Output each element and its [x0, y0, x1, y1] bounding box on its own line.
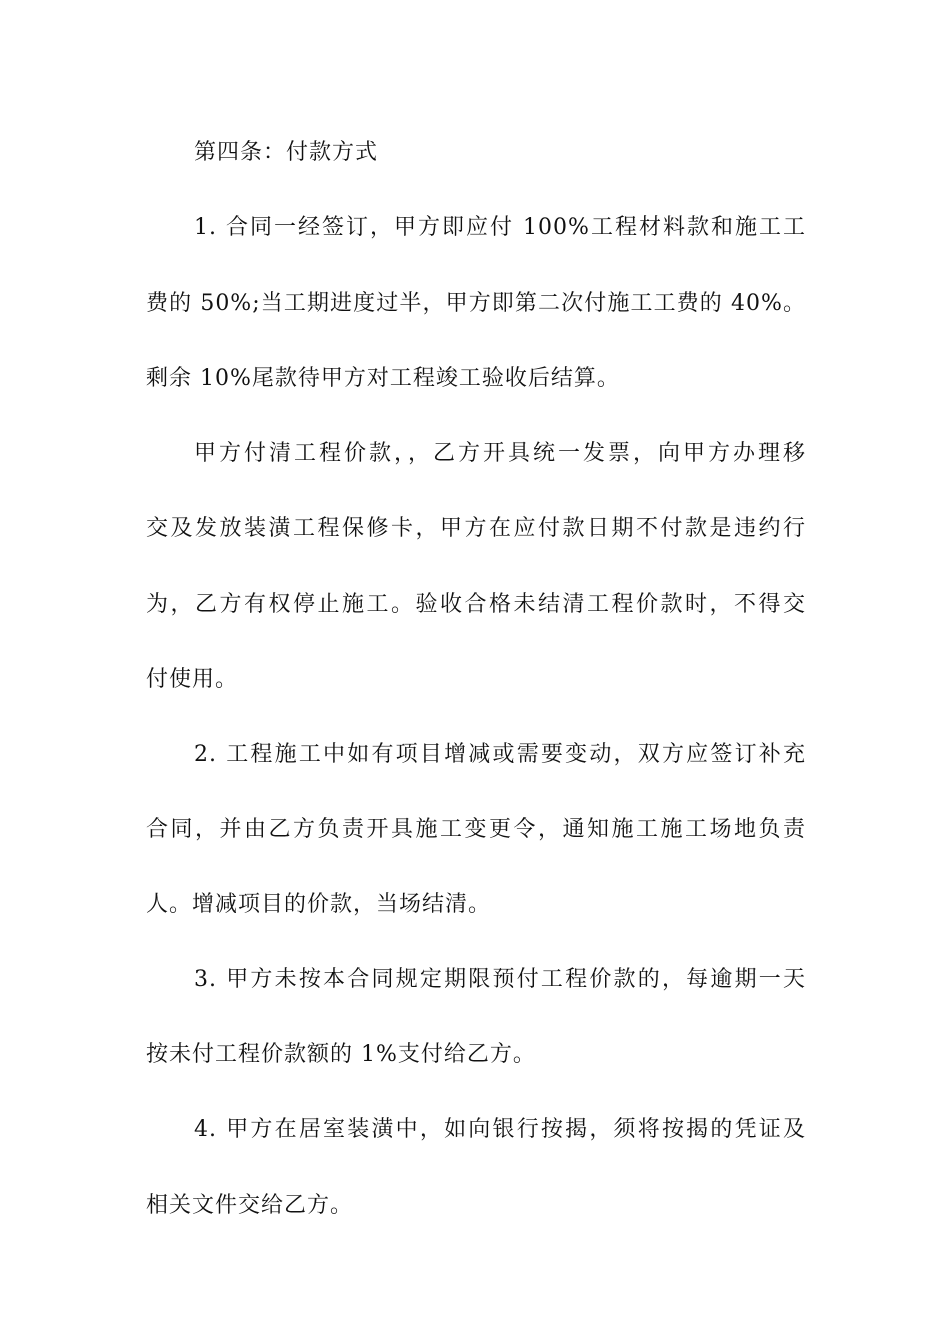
- paragraph-line: 按未付工程价款额的 1%支付给乙方。: [146, 1042, 536, 1067]
- paragraph-line: 1. 合同一经签订，甲方即应付 100%工程材料款和施工工: [194, 215, 806, 240]
- paragraph-line: 2. 工程施工中如有项目增减或需要变动，双方应签订补充: [194, 742, 806, 767]
- paragraph-line: 人。增减项目的价款，当场结清。: [146, 892, 492, 917]
- paragraph-line: 甲方付清工程价款，，乙方开具统一发票，向甲方办理移: [194, 441, 806, 466]
- paragraph-line: 交及发放装潢工程保修卡，甲方在应付款日期不付款是违约行: [146, 516, 806, 541]
- paragraph-line: 剩余 10%尾款待甲方对工程竣工验收后结算。: [146, 366, 620, 391]
- section-heading: 第四条：付款方式: [194, 140, 379, 165]
- paragraph-line: 3. 甲方未按本合同规定期限预付工程价款的，每逾期一天: [194, 967, 806, 992]
- paragraph-line: 付使用。: [146, 667, 239, 692]
- paragraph-line: 费的 50%;当工期进度过半，甲方即第二次付施工工费的 40%。: [146, 291, 806, 316]
- paragraph-line: 相关文件交给乙方。: [146, 1193, 354, 1218]
- paragraph-line: 4. 甲方在居室装潢中，如向银行按揭，须将按揭的凭证及: [194, 1117, 806, 1142]
- paragraph-line: 合同，并由乙方负责开具施工变更令，通知施工施工场地负责: [146, 817, 806, 842]
- paragraph-line: 为，乙方有权停止施工。验收合格未结清工程价款时，不得交: [146, 592, 806, 617]
